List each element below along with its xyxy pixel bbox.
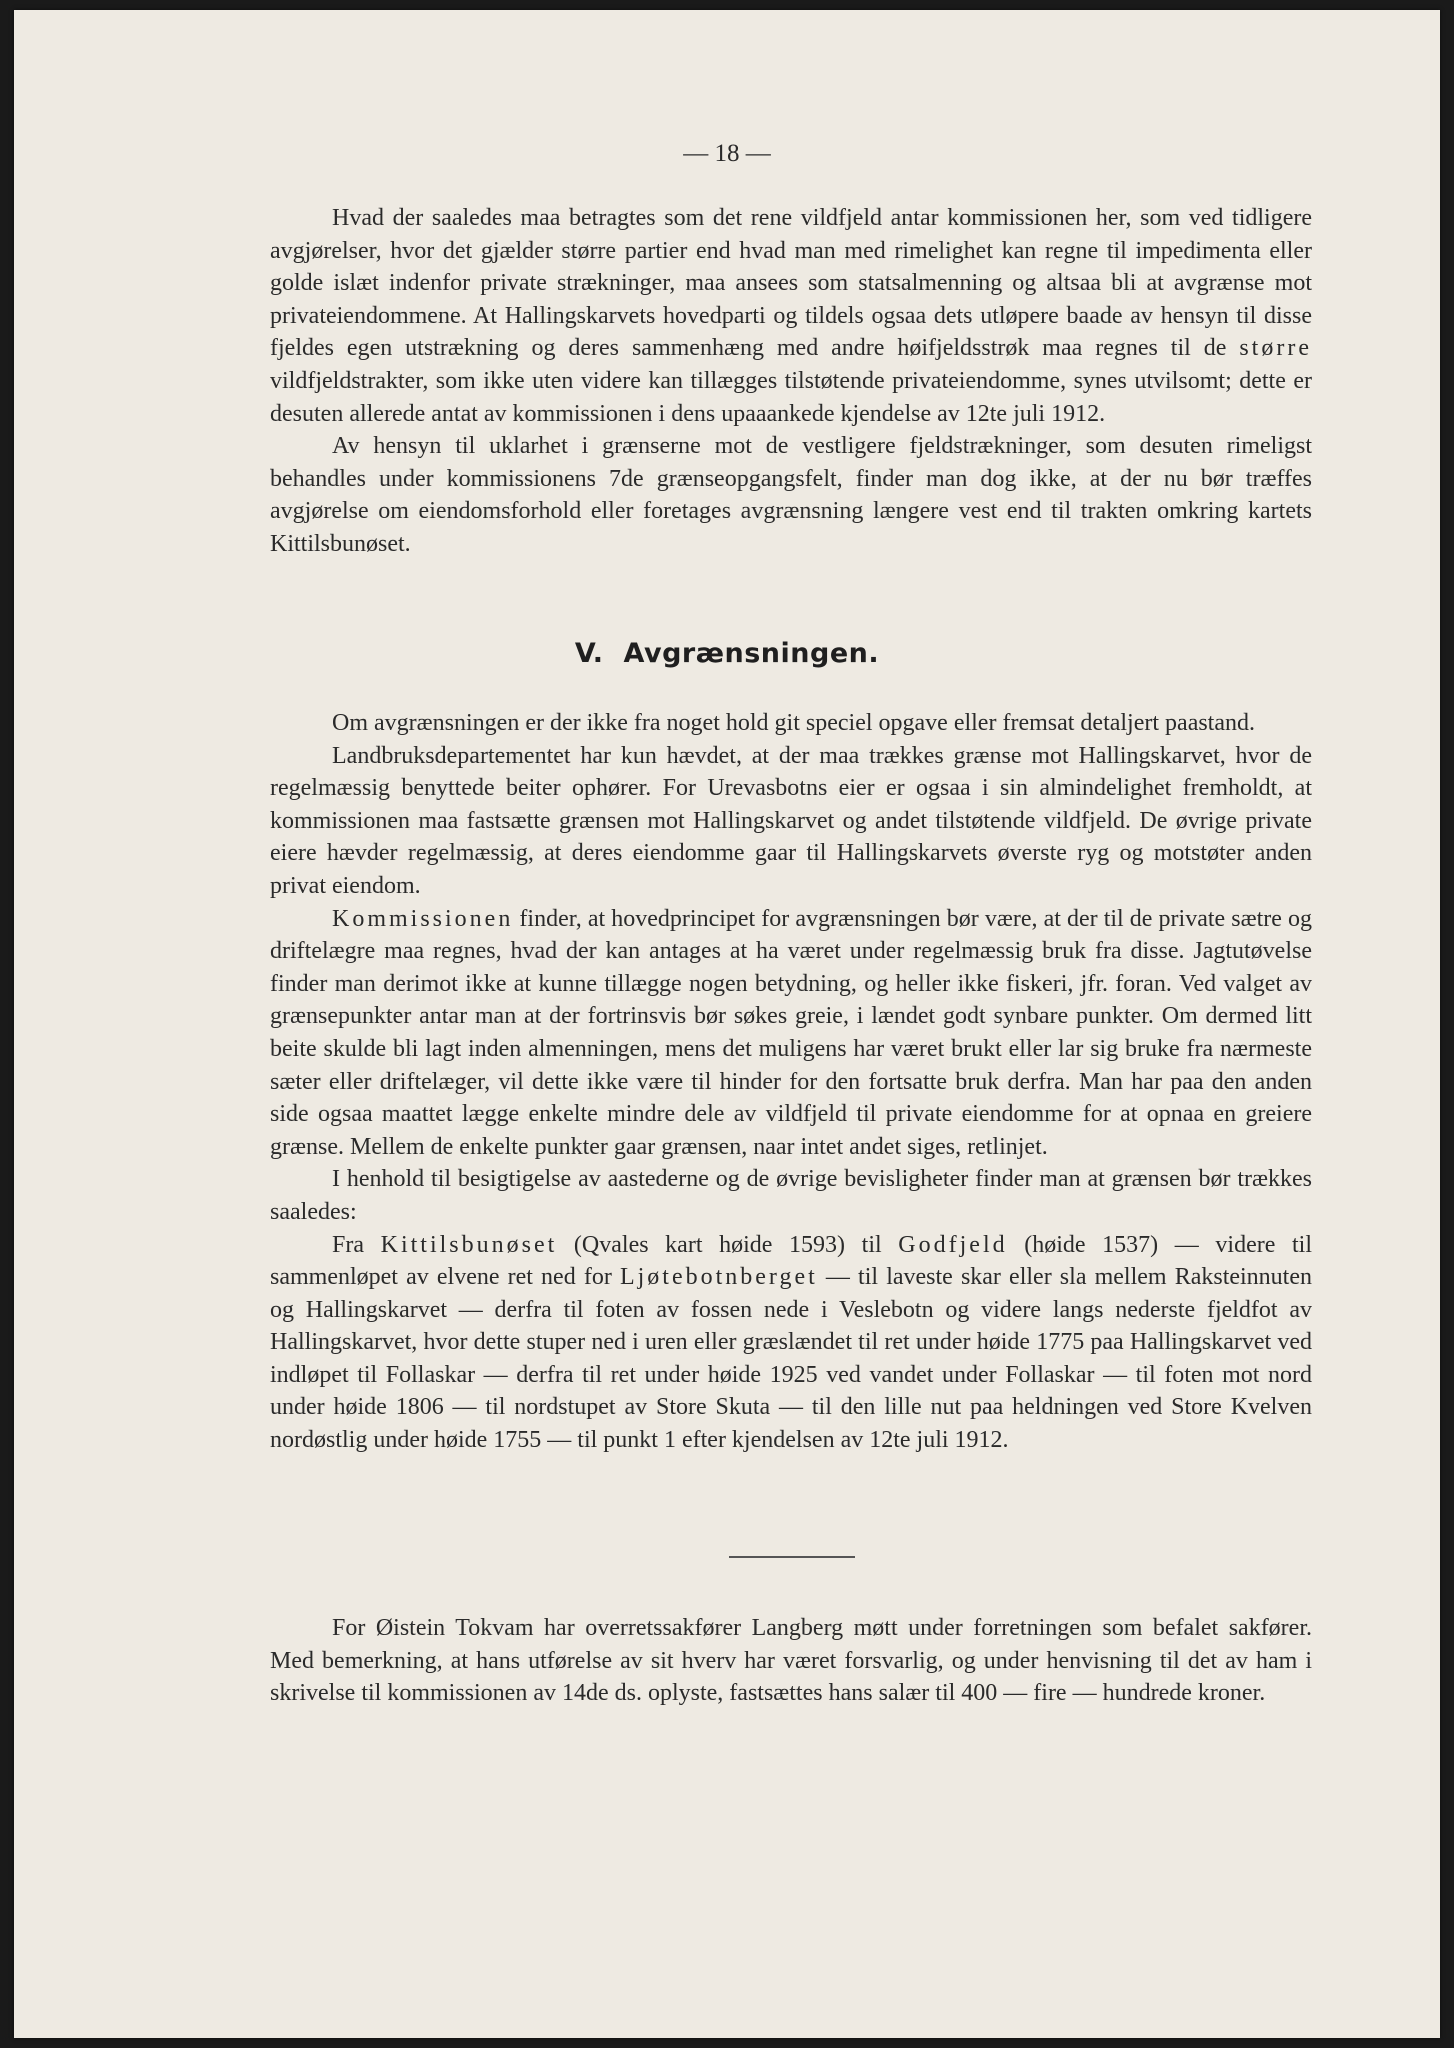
paragraph-text: — til laveste skar eller sla mellem Raksteinnuten og Hallingskarvet — derfra til foten av fossen nede i Veslebotn og videre langs nederste fjeldfot av Hallingskarvet, hvor dette stuper ned i uren eller græslændet til ret under høide 1775 paa Hallingskarvet ved indløpet til Follaskar — derfra til ret under høide 1925 ved vandet under Follaskar — til foten mot nord under høide 1806 — til nordstupet av Store Skuta — til den lille nut paa heldningen ved Store Kvelven nordøstlig under høide 1755 — til punkt 1 efter kjendelsen av 12te juli 1912.	[270, 1264, 1313, 1454]
paragraph: Om avgrænsningen er der ikke fra noget hold git speciel opgave eller fremsat detaljert paastand.	[332, 710, 1256, 736]
paragraph	[270, 1229, 1312, 1457]
paragraph: For Øistein Tokvam har overretssakfører Langberg møtt under forretningen som befalet sakfører. Med bemerkning, at hans utførelse av sit hverv har været forsvarlig, og under henvisning til det av ham i skrivelse til kommissionen av 14de ds. oplyste, fastsættes hans salær til 400 — fire — hundrede kroner.	[270, 1615, 1312, 1707]
paragraph-text: Fra	[332, 1231, 381, 1258]
section-3	[270, 1612, 1312, 1710]
paragraph-text: Hvad der saaledes maa betragtes som det rene vildfjeld antar kommissionen her, som ved tidligere avgjørelser, hvor det gjælder større partier end hvad man med rimelighet kan regne til impedimenta eller golde islæt indenfor private strækninger, maa ansees som statsalmenning og altsaa bli at avgrænse mot privateiendommene. At Hallingskarvets hovedparti og tildels ogsaa dets utløpere baade av hensyn til disse fjeldes egen utstrækning og deres sammenhæng med andre høifjeldsstrøk maa regnes til de	[270, 205, 1312, 362]
section-divider	[729, 1556, 855, 1558]
section-number: V.	[574, 638, 604, 669]
document-page	[14, 10, 1440, 2038]
section-heading	[14, 638, 1440, 669]
paragraph	[270, 903, 1312, 1164]
section-2	[270, 707, 1312, 1457]
paragraph: Av hensyn til uklarhet i grænserne mot de vestligere fjeldstrækninger, som desuten rimeligst behandles under kommissionens 7de grænseopgangsfelt, finder man dog ikke, at der nu bør træffes avgjørelse om eiendomsforhold eller foretages avgrænsning længere vest end til trakten omkring kartets Kittilsbunøset.	[270, 433, 1312, 557]
paragraph-text: vildfjeldstrakter, som ikke uten videre kan tillægges tilstøtende privateiendomme, synes utvilsomt; dette er desuten allerede antat av kommissionen i dens upaaankede kjendelse av 12te juli 1912.	[270, 367, 1312, 427]
place-name: Godfjeld	[898, 1231, 1008, 1258]
page-number: — 18 —	[683, 140, 771, 167]
place-name: Kittilsbunøset	[380, 1231, 558, 1258]
paragraph	[270, 202, 1312, 430]
section-title: Avgrænsningen.	[623, 638, 880, 669]
paragraph-text: (Qvales kart høide 1593) til	[557, 1231, 899, 1258]
emphasized-text: større	[1239, 335, 1312, 362]
paragraph-text: (høide 1537) — videre til sammenløpet av elvene ret ned for	[270, 1231, 1312, 1291]
section-1	[270, 202, 1312, 561]
paragraph: I henhold til besigtigelse av aastederne og de øvrige bevisligheter finder man at grænsen bør trækkes saaledes:	[270, 1166, 1312, 1225]
paragraph-text: finder, at hovedprincipet for avgrænsningen bør være, at der til de private sætre og driftelægre maa regnes, hvad der kan antages at ha været under regelmæssig bruk fra disse. Jagtutøvelse finder man derimot ikke at kunne tillægge nogen betydning, og heller ikke fiskeri, jfr. foran. Ved valget av grænsepunkter antar man at der fortrinsvis bør søkes greie, i lændet godt synbare punkter. Om dermed litt beite skulde bli lagt inden almenningen, mens det muligens har været brukt eller lar sig bruke fra nærmeste sæter eller driftelæger, vil dette ikke være til hinder for den fortsatte bruk derfra. Man har paa den anden side ogsaa maattet lægge enkelte mindre dele av vildfjeld til private eiendomme for at opnaa en greiere grænse. Mellem de enkelte punkter gaar grænsen, naar intet andet siges, retlinjet.	[270, 905, 1312, 1160]
place-name: Ljøtebotnberget	[619, 1264, 818, 1291]
paragraph: Landbruksdepartementet har kun hævdet, at der maa trækkes grænse mot Hallingskarvet, hvor de regelmæssig benyttede beiter ophører. For Urevasbotns eier er ogsaa i sin almindelighet fremholdt, at kommissionen maa fastsætte grænsen mot Hallingskarvet og andet tilstøtende vildfjeld. De øvrige private eiere hævder regelmæssig, at deres eiendomme gaar til Hallingskarvets øverste ryg og motstøter anden privat eiendom.	[270, 742, 1312, 899]
emphasized-text: Kommissionen	[332, 905, 514, 932]
